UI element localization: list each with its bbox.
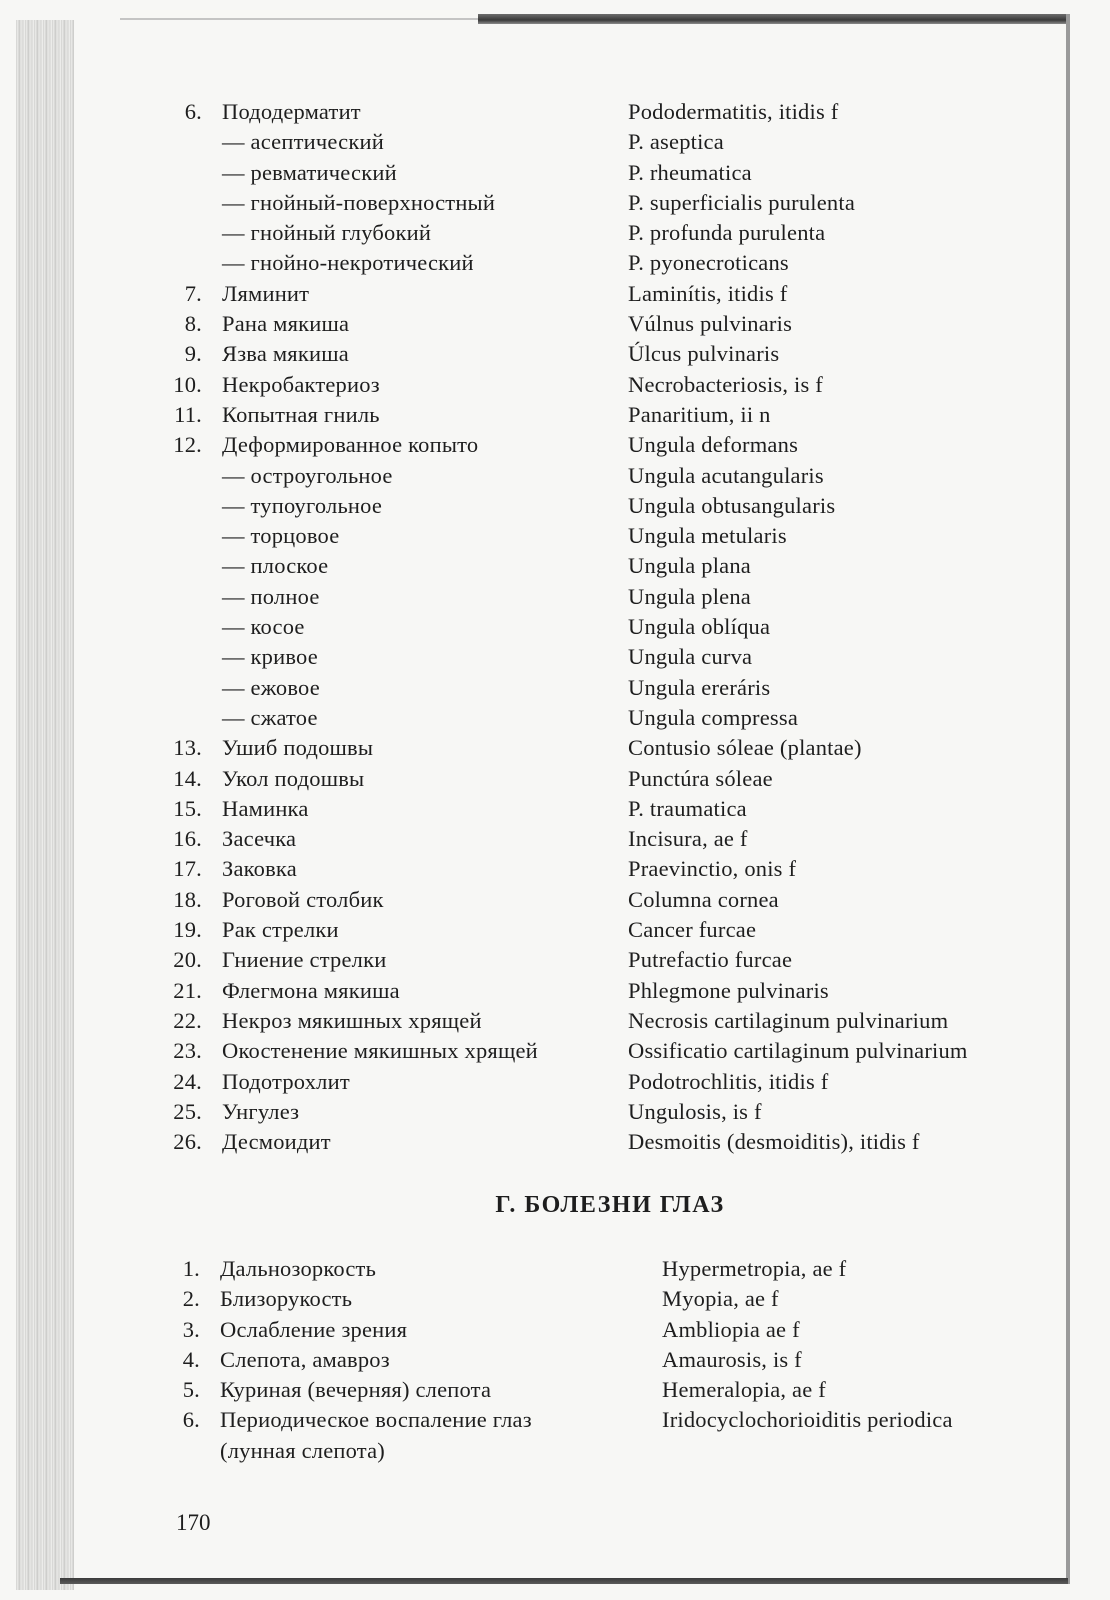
russian-term: Ослабление зрения [220, 1316, 408, 1342]
latin-term: Ungula acutangularis [628, 462, 824, 488]
latin-term: Praevinctio, onis f [628, 856, 797, 882]
list-item [0, 248, 1110, 278]
list-item [0, 188, 1110, 218]
item-number: 4. [182, 1346, 200, 1372]
latin-term: Laminítis, itidis f [628, 280, 788, 306]
list-item [0, 764, 1110, 794]
russian-term: — кривое [222, 644, 318, 670]
item-number: 24. [173, 1068, 202, 1094]
latin-term: Incisura, ae f [628, 826, 748, 852]
item-number: 6. [184, 99, 202, 124]
list-item [0, 97, 1110, 127]
latin-term: Necrobacteriosis, is f [628, 371, 823, 397]
top-edge-rule [478, 14, 1068, 24]
russian-term: Близорукость [220, 1286, 353, 1312]
latin-term: Hypermetropia, ae f [662, 1256, 847, 1281]
russian-term: Периодическое воспаление глаз [220, 1407, 532, 1433]
russian-term: Засечка [222, 826, 297, 852]
latin-term: Hemeralopia, ae f [662, 1377, 826, 1403]
latin-term: Ungula metularis [628, 523, 787, 549]
latin-term: Punctúra sóleae [628, 765, 773, 791]
list-item [0, 1436, 1110, 1466]
latin-term: Ambliopia ae f [662, 1316, 800, 1342]
item-number: 13. [173, 735, 202, 761]
russian-term: — полное [222, 583, 320, 609]
list-item [0, 1315, 1110, 1345]
item-number: 8. [184, 311, 202, 337]
russian-term: Некробактериоз [222, 371, 380, 397]
russian-term: Некроз мякишных хрящей [222, 1007, 482, 1033]
item-number: 25. [173, 1098, 202, 1124]
latin-term: Necrosis cartilaginum pulvinarium [628, 1007, 949, 1033]
latin-term: Desmoitis (desmoiditis), itidis f [628, 1129, 920, 1155]
hoof-diseases-list [0, 97, 1110, 1157]
item-number: 22. [173, 1007, 202, 1033]
latin-term: Ungula ereráris [628, 674, 771, 700]
russian-term: Куриная (вечерняя) слепота [220, 1377, 492, 1403]
russian-term: Укол подошвы [222, 765, 365, 791]
list-item [0, 551, 1110, 581]
item-number: 18. [173, 886, 202, 912]
latin-term: Ungulosis, is f [628, 1098, 762, 1124]
latin-term: Phlegmone pulvinaris [628, 977, 829, 1003]
list-item [0, 1254, 1110, 1284]
russian-term: — торцовое [222, 523, 340, 549]
latin-term: P. aseptica [628, 129, 724, 155]
item-number: 9. [184, 341, 202, 367]
list-item [0, 1097, 1110, 1127]
russian-term: — остроугольное [222, 462, 393, 488]
latin-term: Ungula compressa [628, 704, 799, 730]
item-number: 3. [182, 1316, 200, 1342]
list-item [0, 430, 1110, 460]
list-item [0, 976, 1110, 1006]
list-item [0, 673, 1110, 703]
list-item [0, 1345, 1110, 1375]
item-number: 2. [182, 1286, 200, 1312]
russian-term: Флегмона мякиша [222, 977, 400, 1003]
list-item [0, 218, 1110, 248]
russian-term: — плоское [222, 553, 329, 579]
russian-term: Деформированное копыто [222, 432, 479, 458]
list-item [0, 1405, 1110, 1435]
list-item [0, 1067, 1110, 1097]
russian-term: — асептический [222, 129, 384, 155]
russian-term: Дальнозоркость [220, 1256, 377, 1281]
russian-term: Пододерматит [222, 99, 361, 124]
list-item [0, 703, 1110, 733]
russian-term: — тупоугольное [222, 492, 383, 518]
russian-term: Язва мякиша [222, 341, 349, 367]
russian-term: Рак стрелки [222, 917, 339, 943]
latin-term: Podotrochlitis, itidis f [628, 1068, 829, 1094]
russian-term: Унгулез [222, 1098, 300, 1124]
russian-term: Гниение стрелки [222, 947, 387, 973]
latin-term: Úlcus pulvinaris [628, 341, 780, 367]
russian-term: — косое [222, 614, 305, 640]
list-item [0, 461, 1110, 491]
list-item [0, 642, 1110, 672]
russian-term: Ушиб подошвы [222, 735, 374, 761]
latin-term: P. profunda purulenta [628, 220, 826, 246]
latin-term: Ungula obtusangularis [628, 492, 836, 518]
item-number: 21. [173, 977, 202, 1003]
list-item [0, 824, 1110, 854]
list-item [0, 127, 1110, 157]
list-item [0, 915, 1110, 945]
item-number: 14. [173, 765, 202, 791]
russian-term: Рана мякиша [222, 311, 350, 337]
russian-term: — гнойно-некротический [222, 250, 474, 276]
list-item [0, 400, 1110, 430]
russian-term: Окостенение мякишных хрящей [222, 1038, 538, 1064]
list-item [0, 945, 1110, 975]
item-number: 26. [173, 1129, 202, 1155]
list-item [0, 1036, 1110, 1066]
latin-term: Vúlnus pulvinaris [628, 311, 793, 337]
russian-term: Десмоидит [222, 1129, 331, 1155]
item-number: 19. [173, 917, 202, 943]
list-item [0, 1375, 1110, 1405]
russian-term: Подотрохлит [222, 1068, 350, 1094]
latin-term: P. pyonecroticans [628, 250, 789, 276]
latin-term: P. traumatica [628, 795, 747, 821]
latin-term: Ossificatio cartilaginum pulvinarium [628, 1038, 968, 1064]
russian-term: — гнойный глубокий [222, 220, 432, 246]
russian-term: Наминка [222, 795, 309, 821]
latin-term: Ungula plana [628, 553, 751, 579]
latin-term: Contusio sóleae (plantae) [628, 735, 862, 761]
latin-term: Columna cornea [628, 886, 779, 912]
item-number: 10. [173, 371, 202, 397]
list-item [0, 612, 1110, 642]
bottom-edge-rule [60, 1578, 1068, 1584]
list-item [0, 158, 1110, 188]
item-number: 12. [173, 432, 202, 458]
latin-term: Ungula plena [628, 583, 751, 609]
item-number: 15. [173, 795, 202, 821]
section-title [0, 1192, 1110, 1219]
latin-term: P. superficialis purulenta [628, 189, 856, 215]
latin-term: Ungula deformans [628, 432, 799, 458]
russian-term: Роговой столбик [222, 886, 384, 912]
list-item [0, 279, 1110, 309]
russian-term: — гнойный-поверхностный [222, 189, 496, 215]
russian-term: Ляминит [222, 280, 310, 306]
russian-term: (лунная слепота) [220, 1437, 385, 1463]
eye-diseases-list [0, 1254, 1110, 1466]
top-edge-line [120, 18, 480, 20]
latin-term: Pododermatitis, itidis f [628, 99, 839, 124]
latin-term: Ungula oblíqua [628, 614, 771, 640]
item-number: 17. [173, 856, 202, 882]
latin-term: Amaurosis, is f [662, 1346, 802, 1372]
list-item [0, 370, 1110, 400]
item-number: 11. [174, 401, 202, 427]
section-title-text: Г. БОЛЕЗНИ ГЛАЗ [495, 1192, 725, 1218]
latin-term: Panaritium, ii n [628, 401, 771, 427]
list-item [0, 1006, 1110, 1036]
item-number: 5. [182, 1377, 200, 1403]
item-number: 16. [173, 826, 202, 852]
latin-term: P. rheumatica [628, 159, 752, 185]
list-item [0, 794, 1110, 824]
latin-term: Iridocyclochorioiditis periodica [662, 1407, 953, 1433]
list-item [0, 733, 1110, 763]
latin-term: Cancer furcae [628, 917, 757, 943]
list-item [0, 521, 1110, 551]
russian-term: — ревматический [222, 159, 397, 185]
russian-term: Слепота, амавроз [220, 1346, 390, 1372]
russian-term: Копытная гниль [222, 401, 380, 427]
latin-term: Putrefactio furcae [628, 947, 793, 973]
latin-term: Ungula curva [628, 644, 753, 670]
item-number: 7. [184, 280, 202, 306]
list-item [0, 1127, 1110, 1157]
item-number: 23. [173, 1038, 202, 1064]
russian-term: Заковка [222, 856, 297, 882]
item-number: 6. [182, 1407, 200, 1433]
list-item [0, 1284, 1110, 1314]
list-item [0, 885, 1110, 915]
page-number: 170 [176, 1510, 211, 1535]
list-item [0, 582, 1110, 612]
latin-term: Myopia, ae f [662, 1286, 779, 1312]
list-item [0, 339, 1110, 369]
item-number: 20. [173, 947, 202, 973]
list-item [0, 854, 1110, 884]
item-number: 1. [182, 1256, 200, 1281]
list-item [0, 309, 1110, 339]
russian-term: — сжатое [222, 704, 318, 730]
russian-term: — ежовое [222, 674, 320, 700]
list-item [0, 491, 1110, 521]
